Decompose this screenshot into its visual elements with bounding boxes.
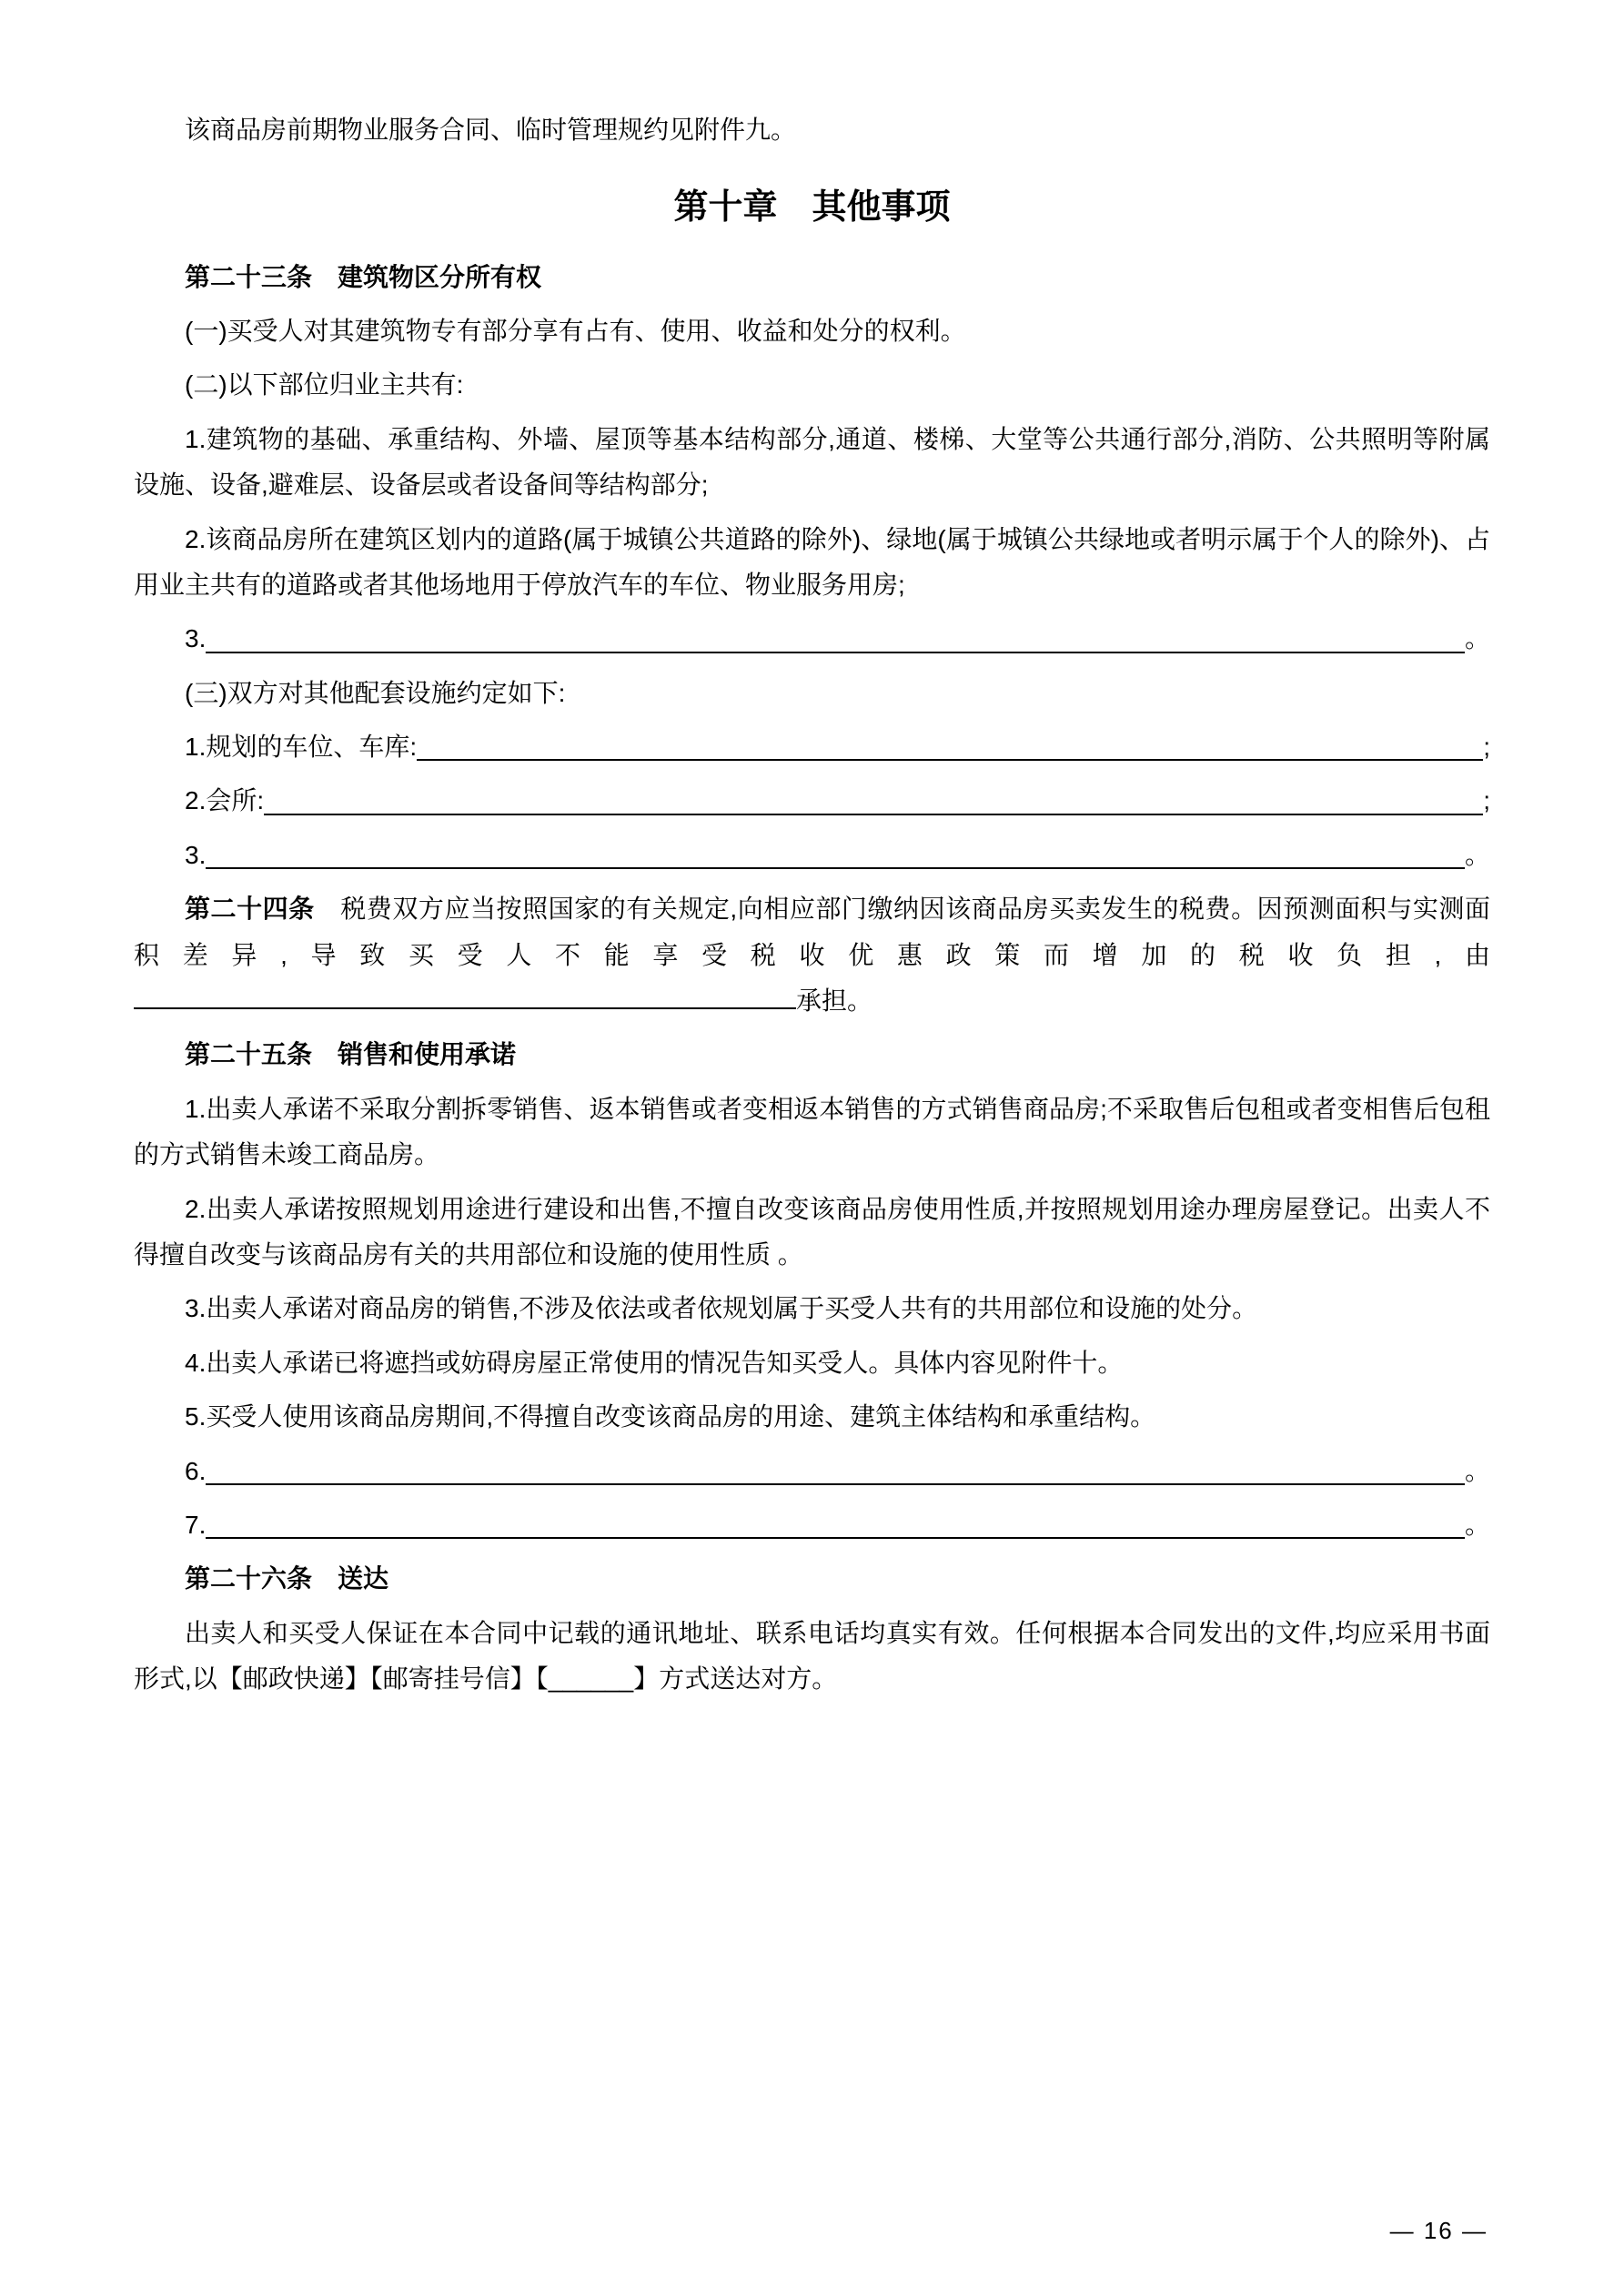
blank-suffix: 。 [1464, 624, 1490, 653]
article-26-body: 出卖人和买受人保证在本合同中记载的通讯地址、联系电话均真实有效。任何根据本合同发出的文件,均应采用书面形式,以【邮政快递】【邮寄挂号信】【______】方式送达对方。 [134, 1618, 1490, 1694]
blank-prefix: 7. [185, 1510, 207, 1539]
chapter-heading: 第十章 其他事项 [673, 188, 951, 228]
blank-line-clubhouse [134, 778, 1490, 824]
clause-25-item-4: 4.出卖人承诺已将遮挡或妨碍房屋正常使用的情况告知买受人。具体内容见附件十。 [185, 1348, 1124, 1377]
clause-23-common-part-1: 1.建筑物的基础、承重结构、外墙、屋顶等基本结构部分,通道、楼梯、大堂等公共通行部分,消防、公共照明等附属设施、设备,避难层、设备层或者设备间等结构部分; [134, 424, 1490, 500]
fill-in-blank [206, 652, 1465, 653]
blank-suffix: ; [1483, 786, 1490, 815]
article-24-body: 税费双方应当按照国家的有关规定,向相应部门缴纳因该商品房买卖发生的税费。因预测面积与实测面积差异,导致买受人不能享受税收优惠政策而增加的税收负担,由 [134, 895, 1490, 969]
clause-25-item-5: 5.买受人使用该商品房期间,不得擅自改变该商品房的用途、建筑主体结构和承重结构。 [185, 1402, 1156, 1431]
fill-in-blank [264, 814, 1483, 815]
blank-suffix: 。 [1464, 1510, 1490, 1539]
fill-in-blank [206, 867, 1465, 869]
blank-suffix: ; [1483, 733, 1490, 762]
blank-prefix: 6. [185, 1456, 207, 1485]
blank-prefix: 3. [185, 840, 207, 869]
clause-25-item-1: 1.出卖人承诺不采取分割拆零销售、返本销售或者变相返本销售的方式销售商品房;不采取售后包租或者变相售后包租的方式销售未竣工商品房。 [134, 1094, 1490, 1169]
blank-suffix: 。 [1464, 1456, 1490, 1485]
clause-25-item-2: 2.出卖人承诺按照规划用途进行建设和出售,不擅自改变该商品房使用性质,并按照规划用途办理房屋登记。出卖人不得擅自改变与该商品房有关的共用部位和设施的使用性质 。 [134, 1194, 1490, 1269]
clause-23-item-2: (二)以下部位归业主共有: [185, 370, 464, 400]
article-26-heading: 第二十六条 送达 [185, 1564, 389, 1593]
intro-paragraph: 该商品房前期物业服务合同、临时管理规约见附件九。 [185, 116, 797, 144]
clause-25-item-3: 3.出卖人承诺对商品房的销售,不涉及依法或者依规划属于买受人共有的共用部位和设施的处分。 [185, 1294, 1258, 1323]
blank-prefix: 3. [185, 624, 207, 653]
article-25-heading: 第二十五条 销售和使用承诺 [185, 1040, 517, 1069]
fill-in-blank [206, 1483, 1465, 1485]
article-24-paragraph [134, 886, 1490, 1024]
blank-line-other-facility [134, 833, 1490, 878]
article-24-heading: 第二十四条 [185, 895, 341, 924]
clause-23-item-1: (一)买受人对其建筑物专有部分享有占有、使用、收益和处分的权利。 [185, 316, 966, 345]
blank-prefix: 2.会所: [185, 786, 265, 815]
blank-line-25-6 [134, 1449, 1490, 1494]
article-23-heading: 第二十三条 建筑物区分所有权 [185, 262, 542, 291]
clause-23-common-part-2: 2.该商品房所在建筑区划内的道路(属于城镇公共道路的除外)、绿地(属于城镇公共绿地或者明示属于个人的除外)、占用业主共有的道路或者其他场地用于停放汽车的车位、物业服务用房; [134, 524, 1490, 599]
blank-line-parking [134, 724, 1490, 770]
page-number: — 16 — [1389, 2217, 1488, 2244]
fill-in-blank-liable-party [134, 1006, 796, 1009]
blank-line-25-7 [134, 1502, 1490, 1548]
clause-23-item-3: (三)双方对其他配套设施约定如下: [185, 678, 566, 707]
article-24-suffix: 承担。 [796, 986, 873, 1016]
fill-in-blank [206, 1537, 1465, 1539]
blank-line-23-common-3 [134, 616, 1490, 662]
blank-prefix: 1.规划的车位、车库: [185, 733, 418, 762]
blank-suffix: 。 [1464, 840, 1490, 869]
fill-in-blank [417, 759, 1483, 761]
